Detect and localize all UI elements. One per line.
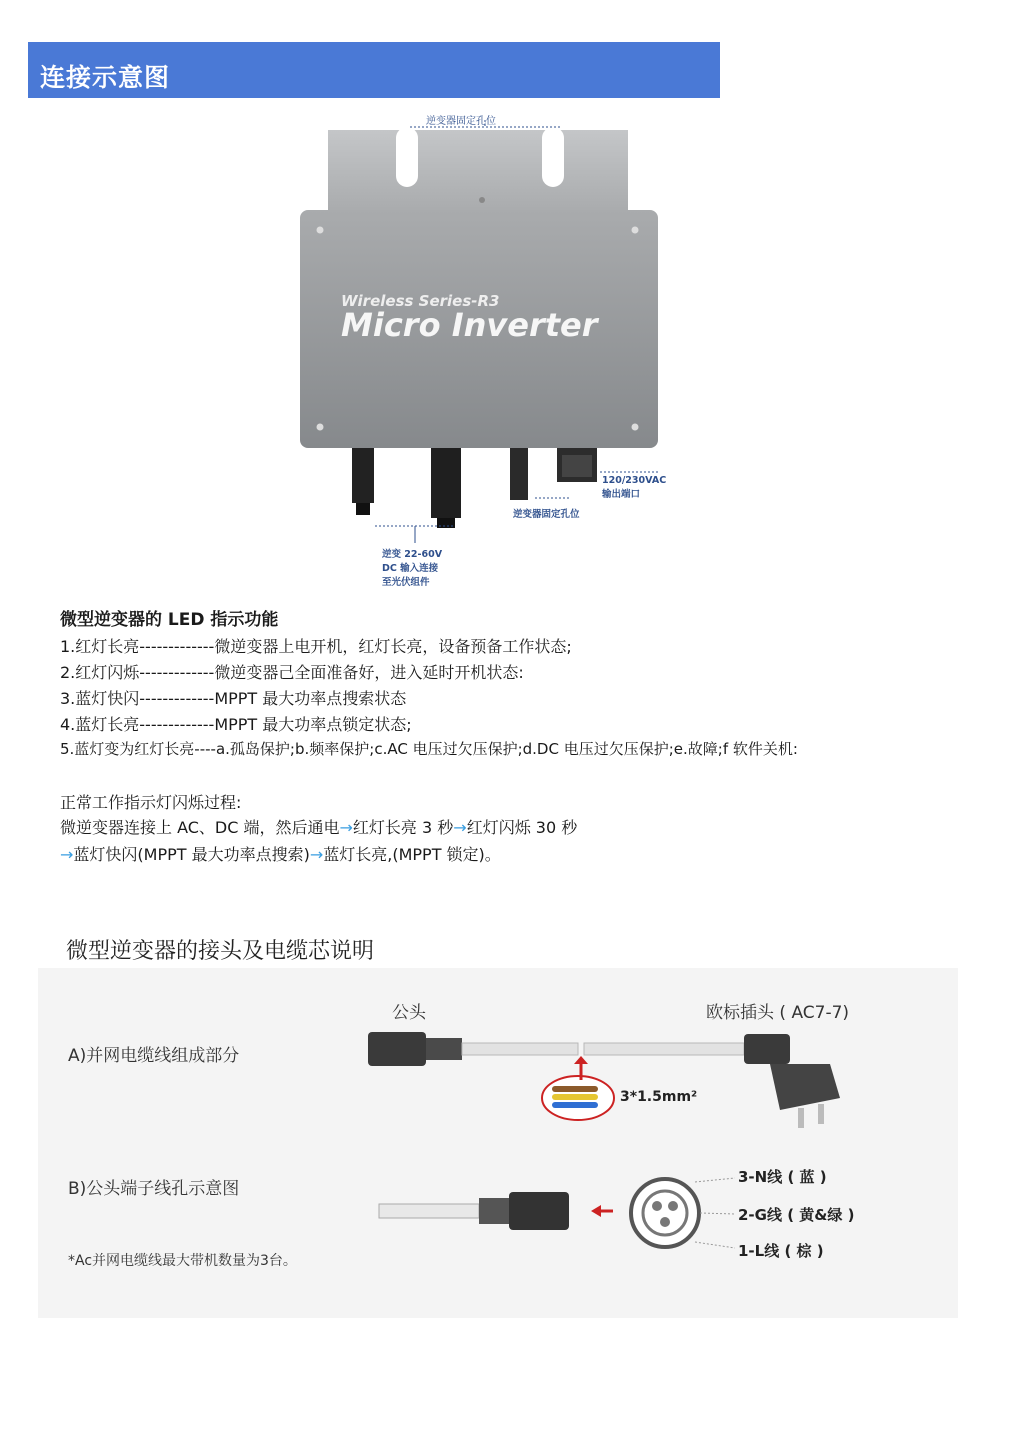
ac-port-label-1: 120/230VAC — [602, 475, 667, 486]
part-a-label: A)并网电缆线组成部分 — [68, 1046, 240, 1066]
pin-1-label: 1-L线 ( 棕 ) — [738, 1242, 824, 1260]
arrow-right-icon: → — [453, 818, 467, 837]
dc-input-label-3: 至光伏组件 — [382, 577, 430, 588]
led-item: 1.红灯长亮-------------微逆变器上电开机，红灯长亮，设备预备工作状态; — [60, 637, 572, 656]
pin-2-label: 2-G线 ( 黄&绿 ) — [738, 1206, 855, 1224]
pin-layout-illustration — [375, 1170, 735, 1260]
led-item: 3.蓝灯快闪-------------MPPT 最大功率点搜索状态 — [60, 689, 407, 708]
led-section-title: 微型逆变器的 LED 指示功能 — [60, 610, 279, 630]
led-item: 4.蓝灯长亮-------------MPPT 最大功率点锁定状态; — [60, 715, 412, 734]
grid-cable-illustration — [360, 1020, 860, 1140]
process-line-2 — [60, 842, 501, 865]
process-line-1 — [60, 815, 577, 838]
led-item: 5.蓝灯变为红灯长亮----a.孤岛保护;b.频率保护;c.AC 电压过欠压保护;d.DC 电压过欠压保护;e.故障;f 软件关机: — [60, 740, 798, 758]
arrow-right-icon: → — [60, 845, 74, 864]
arrow-right-icon: → — [309, 845, 324, 864]
part-b-label: B)公头端子线孔示意图 — [68, 1179, 240, 1199]
arrow-right-icon: → — [339, 818, 353, 837]
dc-input-label-2: DC 输入连接 — [382, 563, 439, 574]
mount-hole-label-top: 逆变器固定孔位 — [426, 116, 496, 127]
cable-section-title: 微型逆变器的接头及电缆芯说明 — [66, 939, 375, 964]
cable-note: *Ac并网电缆线最大带机数量为3台。 — [68, 1253, 297, 1269]
cable-spec-label: 3*1.5mm² — [620, 1089, 698, 1105]
process-step: 红灯长亮 3 秒 — [352, 818, 454, 837]
brand-line: Wireless Series-R3 — [341, 292, 500, 310]
process-step: 微逆变器连接上 AC、DC 端，然后通电 — [60, 818, 340, 837]
model-line: Micro Inverter — [341, 306, 598, 344]
process-title: 正常工作指示灯闪烁过程: — [60, 793, 242, 812]
process-step: 蓝灯快闪(MPPT 最大功率点搜索) — [73, 845, 310, 864]
dc-input-label-1: 逆变 22-60V — [382, 549, 443, 560]
pin-3-label: 3-N线 ( 蓝 ) — [738, 1168, 827, 1186]
eu-plug-label: 欧标插头 ( AC7-7) — [706, 1003, 850, 1023]
process-step: 蓝灯长亮,(MPPT 锁定)。 — [323, 845, 501, 864]
led-item: 2.红灯闪烁-------------微逆变器己全面准备好，进入延时开机状态: — [60, 663, 524, 682]
male-connector-label: 公头 — [392, 1003, 426, 1023]
mount-hole-label-bottom: 逆变器固定孔位 — [513, 509, 580, 520]
process-step: 红灯闪烁 30 秒 — [466, 818, 578, 837]
ac-port-label-2: 输出端口 — [602, 489, 641, 500]
page-title: 连接示意图 — [40, 63, 171, 92]
